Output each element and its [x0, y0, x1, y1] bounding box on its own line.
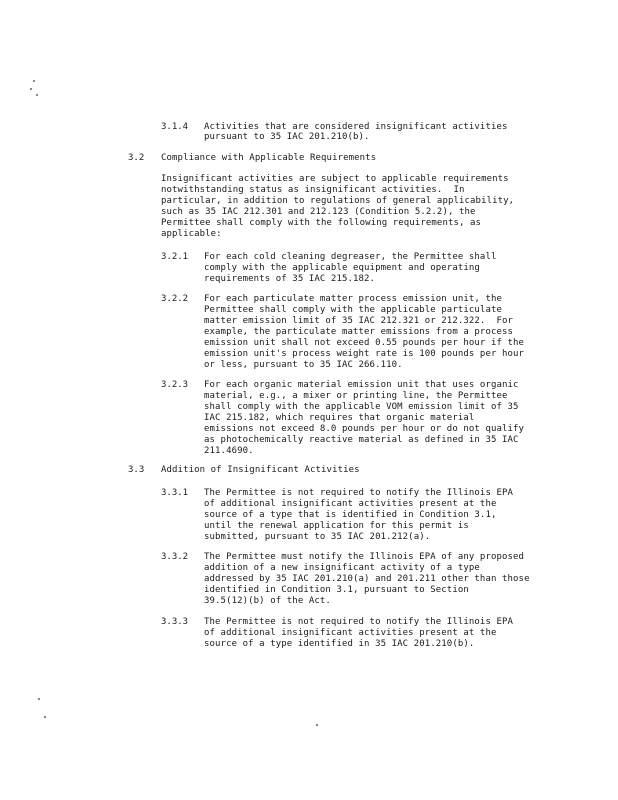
paragraph-line: identified in Condition 3.1, pursuant to Section	[204, 585, 469, 595]
scan-mark	[44, 716, 46, 718]
paragraph-line: IAC 215.182, which requires that organic material	[204, 413, 475, 423]
scan-mark	[30, 88, 32, 90]
paragraph-line: source of a type identified in 35 IAC 201.210(b).	[204, 639, 475, 649]
scan-mark	[316, 724, 318, 726]
paragraph-line: applicable:	[161, 229, 222, 239]
paragraph-line: shall comply with the applicable VOM emission limit of 35	[204, 402, 519, 412]
paragraph-line: 211.4690.	[204, 446, 254, 456]
section-number: 3.2.2	[161, 294, 189, 304]
paragraph-line: material, e.g., a mixer or printing line, the Permittee	[204, 391, 508, 401]
section-number: 3.3.3	[161, 617, 189, 627]
paragraph-line: example, the particulate matter emissions from a process	[204, 327, 514, 337]
paragraph-line: emissions not exceed 8.0 pounds per hour or do not qualify	[204, 424, 525, 434]
paragraph-line: requirements of 35 IAC 215.182.	[204, 274, 376, 284]
paragraph-line: Permittee shall comply with the following requirements, as	[161, 218, 482, 228]
paragraph-line: The Permittee must notify the Illinois EPA of any proposed	[204, 552, 525, 562]
paragraph-line: particular, in addition to regulations of general applicability,	[161, 196, 515, 206]
paragraph-line: or less, pursuant to 35 IAC 266.110.	[204, 360, 403, 370]
paragraph-line: For each organic material emission unit that uses organic	[204, 380, 519, 390]
paragraph-line: addressed by 35 IAC 201.210(a) and 201.211 other than those	[204, 574, 530, 584]
section-number: 3.2.3	[161, 380, 189, 390]
scan-mark	[33, 80, 35, 82]
paragraph-line: pursuant to 35 IAC 201.210(b).	[204, 132, 370, 142]
paragraph-line: emission unit's process weight rate is 100 pounds per hour	[204, 349, 525, 359]
paragraph-line: The Permittee is not required to notify the Illinois EPA	[204, 617, 514, 627]
section-number: 3.2	[128, 153, 145, 163]
paragraph-line: matter emission limit of 35 IAC 212.321 or 212.322. For	[204, 316, 514, 326]
paragraph-line: source of a type that is identified in Condition 3.1,	[204, 510, 497, 520]
paragraph-line: Insignificant activities are subject to applicable requirements	[161, 174, 509, 184]
paragraph-line: Activities that are considered insignificant activities	[204, 122, 508, 132]
paragraph-line: until the renewal application for this permit is	[204, 521, 469, 531]
paragraph-line: emission unit shall not exceed 0.55 pounds per hour if the	[204, 338, 525, 348]
paragraph-line: The Permittee is not required to notify the Illinois EPA	[204, 488, 514, 498]
section-number: 3.3.2	[161, 552, 189, 562]
paragraph-line: of additional insignificant activities present at the	[204, 499, 497, 509]
scan-mark	[36, 94, 38, 96]
paragraph-line: submitted, pursuant to 35 IAC 201.212(a).	[204, 532, 431, 542]
paragraph-line: comply with the applicable equipment and operating	[204, 263, 480, 273]
section-number: 3.2.1	[161, 252, 189, 262]
scan-mark	[38, 698, 40, 700]
paragraph-line: as photochemically reactive material as defined in 35 IAC	[204, 435, 519, 445]
section-number: 3.1.4	[161, 122, 189, 132]
paragraph-line: notwithstanding status as insignificant activities. In	[161, 185, 465, 195]
paragraph-line: addition of a new insignificant activity of a type	[204, 563, 480, 573]
section-heading: Addition of Insignificant Activities	[161, 465, 360, 475]
section-heading: Compliance with Applicable Requirements	[161, 153, 377, 163]
paragraph-line: such as 35 IAC 212.301 and 212.123 (Condition 5.2.2), the	[161, 207, 476, 217]
section-number: 3.3.1	[161, 488, 189, 498]
paragraph-line: For each cold cleaning degreaser, the Permittee shall	[204, 252, 497, 262]
paragraph-line: For each particulate matter process emission unit, the	[204, 294, 502, 304]
section-number: 3.3	[128, 465, 145, 475]
paragraph-line: of additional insignificant activities present at the	[204, 628, 497, 638]
paragraph-line: 39.5(12)(b) of the Act.	[204, 596, 331, 606]
paragraph-line: Permittee shall comply with the applicable particulate	[204, 305, 502, 315]
